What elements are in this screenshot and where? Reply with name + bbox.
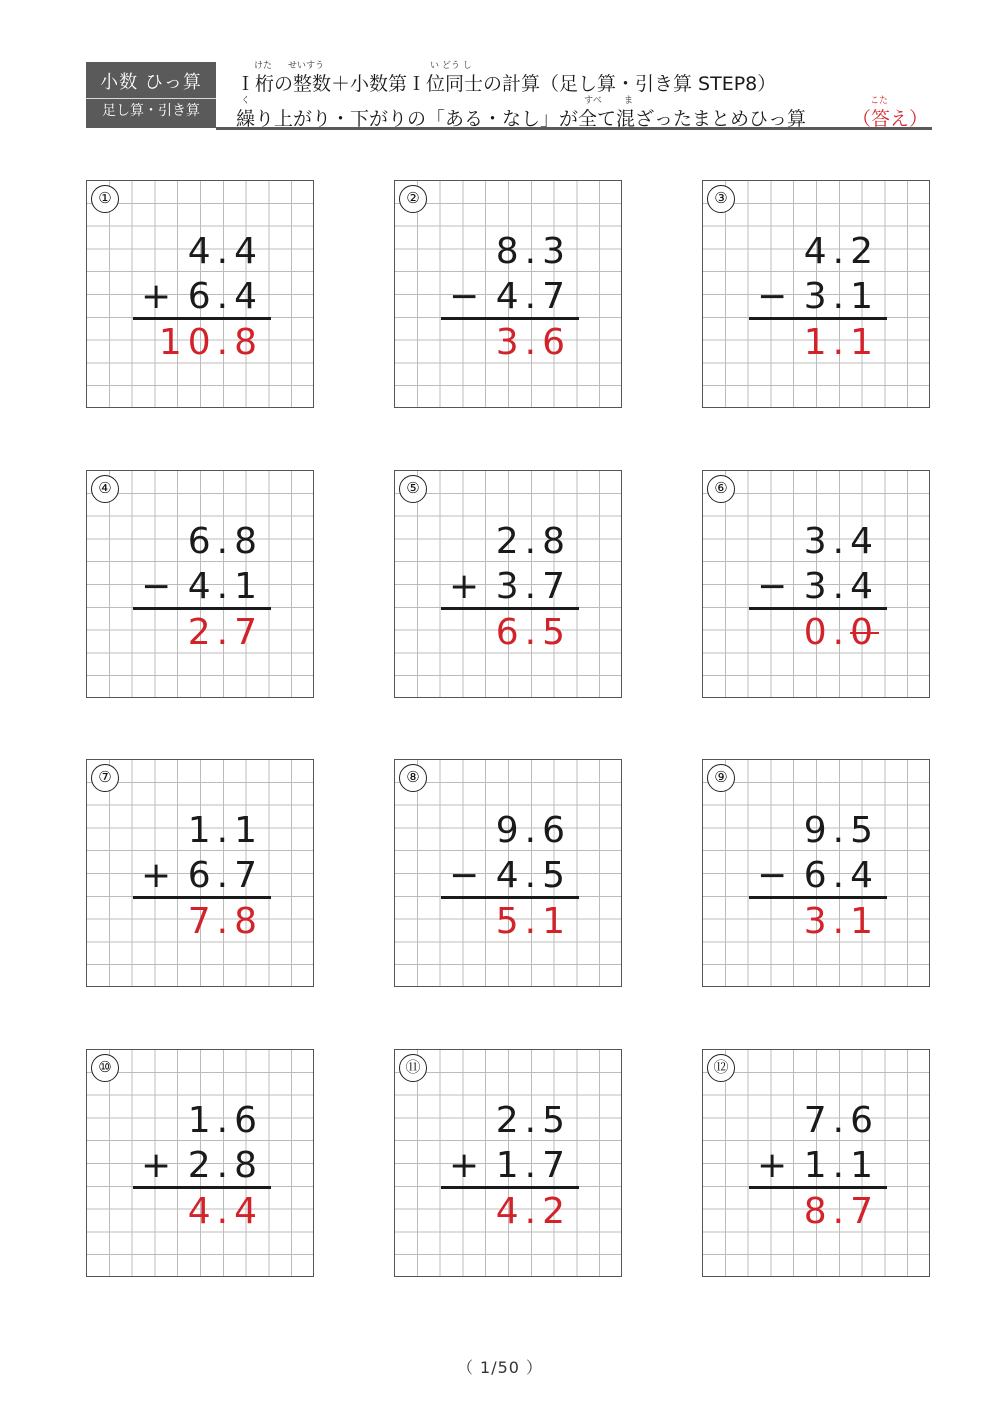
sum-line: [441, 607, 579, 610]
ruby-keta: けた: [254, 61, 273, 71]
ruby-kota: こた: [870, 96, 889, 106]
operator-sign: +: [757, 1145, 788, 1186]
problem-number: ①: [91, 185, 119, 213]
problem-card: [394, 180, 622, 408]
answer-value: 5.1: [495, 901, 571, 942]
top-operand: 6.8: [187, 521, 263, 562]
problem-card: [394, 1049, 622, 1277]
answer-label: （答え）: [852, 108, 929, 130]
bottom-operand: 3.1: [803, 276, 879, 317]
ruby-subete: すべ: [584, 96, 602, 106]
operator-sign: −: [757, 276, 788, 317]
problem-number: ⑧: [399, 764, 427, 792]
bottom-operand: 3.7: [495, 566, 571, 607]
top-operand: 4.2: [803, 231, 879, 272]
problem-card: [702, 470, 930, 698]
category-title: 小数 ひっ算: [100, 72, 202, 93]
operator-sign: +: [141, 1145, 172, 1186]
bottom-operand: 6.4: [187, 276, 263, 317]
sum-line: [441, 896, 579, 899]
problem-number: ⑩: [91, 1054, 119, 1082]
problem-number: ⑦: [91, 764, 119, 792]
bottom-operand: 4.7: [495, 276, 571, 317]
sum-line: [133, 1186, 271, 1189]
top-operand: 7.6: [803, 1100, 879, 1141]
top-operand: 2.5: [495, 1100, 571, 1141]
operator-sign: −: [141, 566, 172, 607]
top-operand: 3.4: [803, 521, 879, 562]
struck-zero: 0: [850, 612, 879, 653]
top-operand: 9.6: [495, 810, 571, 851]
answer-value: 7.8: [187, 901, 263, 942]
operator-sign: +: [141, 276, 172, 317]
problem-card: [702, 180, 930, 408]
answer-value: 10.8: [158, 322, 263, 363]
operator-sign: +: [449, 566, 480, 607]
operator-sign: −: [757, 566, 788, 607]
bottom-operand: 2.8: [187, 1145, 263, 1186]
sum-line: [749, 607, 887, 610]
sum-line: [133, 896, 271, 899]
problem-number: ⑤: [399, 475, 427, 503]
ruby-seisuu: せいすう: [288, 61, 325, 71]
problem-number: ⑫: [707, 1054, 735, 1082]
operator-sign: −: [449, 855, 480, 896]
top-operand: 2.8: [495, 521, 571, 562]
problem-number: ⑥: [707, 475, 735, 503]
answer-value: 2.7: [187, 612, 263, 653]
operator-sign: −: [757, 855, 788, 896]
top-operand: 1.1: [187, 810, 263, 851]
worksheet-title: Ｉ桁の整数＋小数第Ｉ位同士の計算（足し算・引き算 STEP8）: [236, 73, 777, 95]
answer-value: 4.2: [495, 1191, 571, 1232]
bottom-operand: 4.5: [495, 855, 571, 896]
category-subtitle: 足し算・引き算: [102, 103, 200, 119]
problem-card: [86, 1049, 314, 1277]
category-box: [86, 62, 216, 128]
problem-card: [86, 759, 314, 987]
sum-line: [441, 1186, 579, 1189]
top-operand: 1.6: [187, 1100, 263, 1141]
answer-value: 4.4: [187, 1191, 263, 1232]
problem-card: [702, 1049, 930, 1277]
problem-number: ⑨: [707, 764, 735, 792]
ruby-ma: ま: [624, 96, 634, 106]
problem-number: ②: [399, 185, 427, 213]
sum-line: [133, 607, 271, 610]
bottom-operand: 6.4: [803, 855, 879, 896]
ruby-idoushi: い どう し: [430, 61, 472, 71]
answer-value: 0.0: [803, 612, 879, 653]
sum-line: [749, 317, 887, 320]
problem-number: ⑪: [399, 1054, 427, 1082]
answer-value: 6.5: [495, 612, 571, 653]
answer-value: 1.1: [803, 322, 879, 363]
problem-card: [702, 759, 930, 987]
top-operand: 8.3: [495, 231, 571, 272]
problem-card: [394, 470, 622, 698]
answer-value: 3.1: [803, 901, 879, 942]
bottom-operand: 1.1: [803, 1145, 879, 1186]
operator-sign: −: [449, 276, 480, 317]
sum-line: [133, 317, 271, 320]
ruby-ku: く: [241, 96, 251, 106]
problem-card: [394, 759, 622, 987]
top-operand: 4.4: [187, 231, 263, 272]
sum-line: [749, 896, 887, 899]
top-operand: 9.5: [803, 810, 879, 851]
answer-value: 8.7: [803, 1191, 879, 1232]
bottom-operand: 1.7: [495, 1145, 571, 1186]
problem-number: ④: [91, 475, 119, 503]
bottom-operand: 6.7: [187, 855, 263, 896]
problem-card: [86, 470, 314, 698]
bottom-operand: 3.4: [803, 566, 879, 607]
category-divider: [86, 98, 216, 99]
worksheet-subtitle: 繰り上がり・下がりの「ある・なし」が全て混ざったまとめひっ算: [236, 108, 807, 130]
problem-number: ③: [707, 185, 735, 213]
answer-value: 3.6: [495, 322, 571, 363]
operator-sign: +: [141, 855, 172, 896]
operator-sign: +: [449, 1145, 480, 1186]
sum-line: [749, 1186, 887, 1189]
problem-card: [86, 180, 314, 408]
bottom-operand: 4.1: [187, 566, 263, 607]
sum-line: [441, 317, 579, 320]
page-number: （ 1/50 ）: [456, 1358, 544, 1377]
